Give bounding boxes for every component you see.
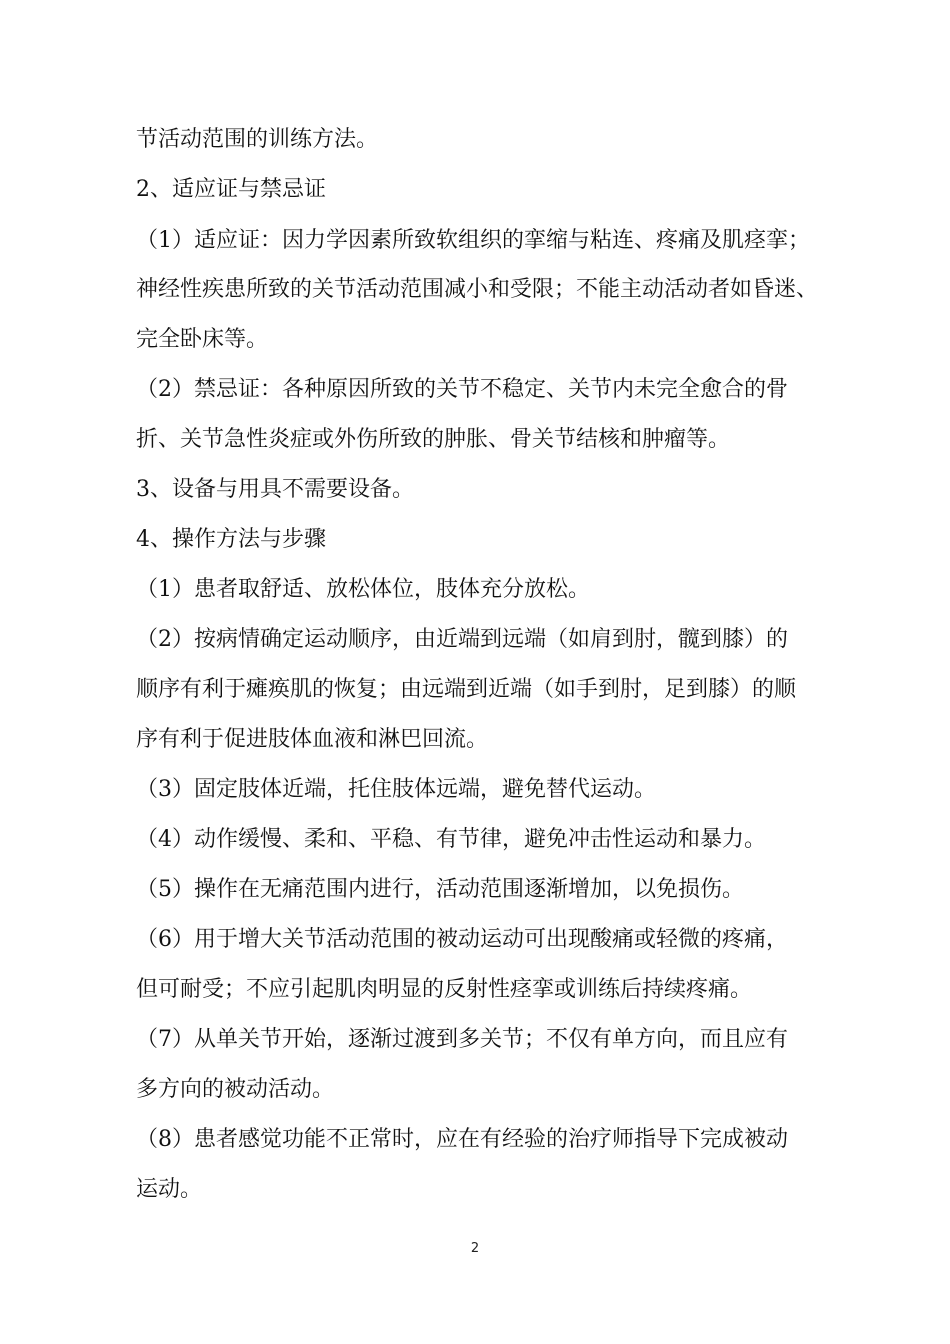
text-line: （2）禁忌证：各种原因所致的关节不稳定、关节内未完全愈合的骨 bbox=[136, 377, 788, 402]
text-line: 折、关节急性炎症或外伤所致的肿胀、骨关节结核和肿瘤等。 bbox=[136, 427, 731, 452]
text-line: 序有利于促进肢体血液和淋巴回流。 bbox=[136, 727, 489, 752]
text-line: 多方向的被动活动。 bbox=[136, 1077, 335, 1102]
text-line: 运动。 bbox=[136, 1177, 203, 1202]
section-heading: 3、设备与用具不需要设备。 bbox=[136, 477, 414, 502]
text-line: （7）从单关节开始，逐渐过渡到多关节；不仅有单方向，而且应有 bbox=[136, 1027, 788, 1052]
page-number: 2 bbox=[470, 1241, 480, 1256]
text-line: 但可耐受；不应引起肌肉明显的反射性痉挛或训练后持续疼痛。 bbox=[136, 977, 753, 1002]
text-line: （8）患者感觉功能不正常时，应在有经验的治疗师指导下完成被动 bbox=[136, 1127, 788, 1152]
text-line: （5）操作在无痛范围内进行，活动范围逐渐增加，以免损伤。 bbox=[136, 877, 744, 902]
text-line: （2）按病情确定运动顺序，由近端到远端（如肩到肘，髋到膝）的 bbox=[136, 627, 788, 652]
text-line: （6）用于增大关节活动范围的被动运动可出现酸痛或轻微的疼痛， bbox=[136, 927, 788, 952]
text-line: （1）患者取舒适、放松体位，肢体充分放松。 bbox=[136, 577, 590, 602]
text-line: 顺序有利于瘫痪肌的恢复；由远端到近端（如手到肘，足到膝）的顺 bbox=[136, 677, 797, 702]
text-line: （4）动作缓慢、柔和、平稳、有节律，避免冲击性运动和暴力。 bbox=[136, 827, 766, 852]
text-line: （3）固定肢体近端，托住肢体远端，避免替代运动。 bbox=[136, 777, 656, 802]
text-line: （1）适应证：因力学因素所致软组织的挛缩与粘连、疼痛及肌痉挛； bbox=[136, 228, 810, 253]
section-heading: 2、适应证与禁忌证 bbox=[136, 177, 326, 202]
section-heading: 4、操作方法与步骤 bbox=[136, 527, 326, 552]
text-line: 节活动范围的训练方法。 bbox=[136, 127, 379, 152]
text-line: 完全卧床等。 bbox=[136, 327, 269, 352]
text-line: 神经性疾患所致的关节活动范围减小和受限；不能主动活动者如昏迷、 bbox=[136, 277, 819, 302]
